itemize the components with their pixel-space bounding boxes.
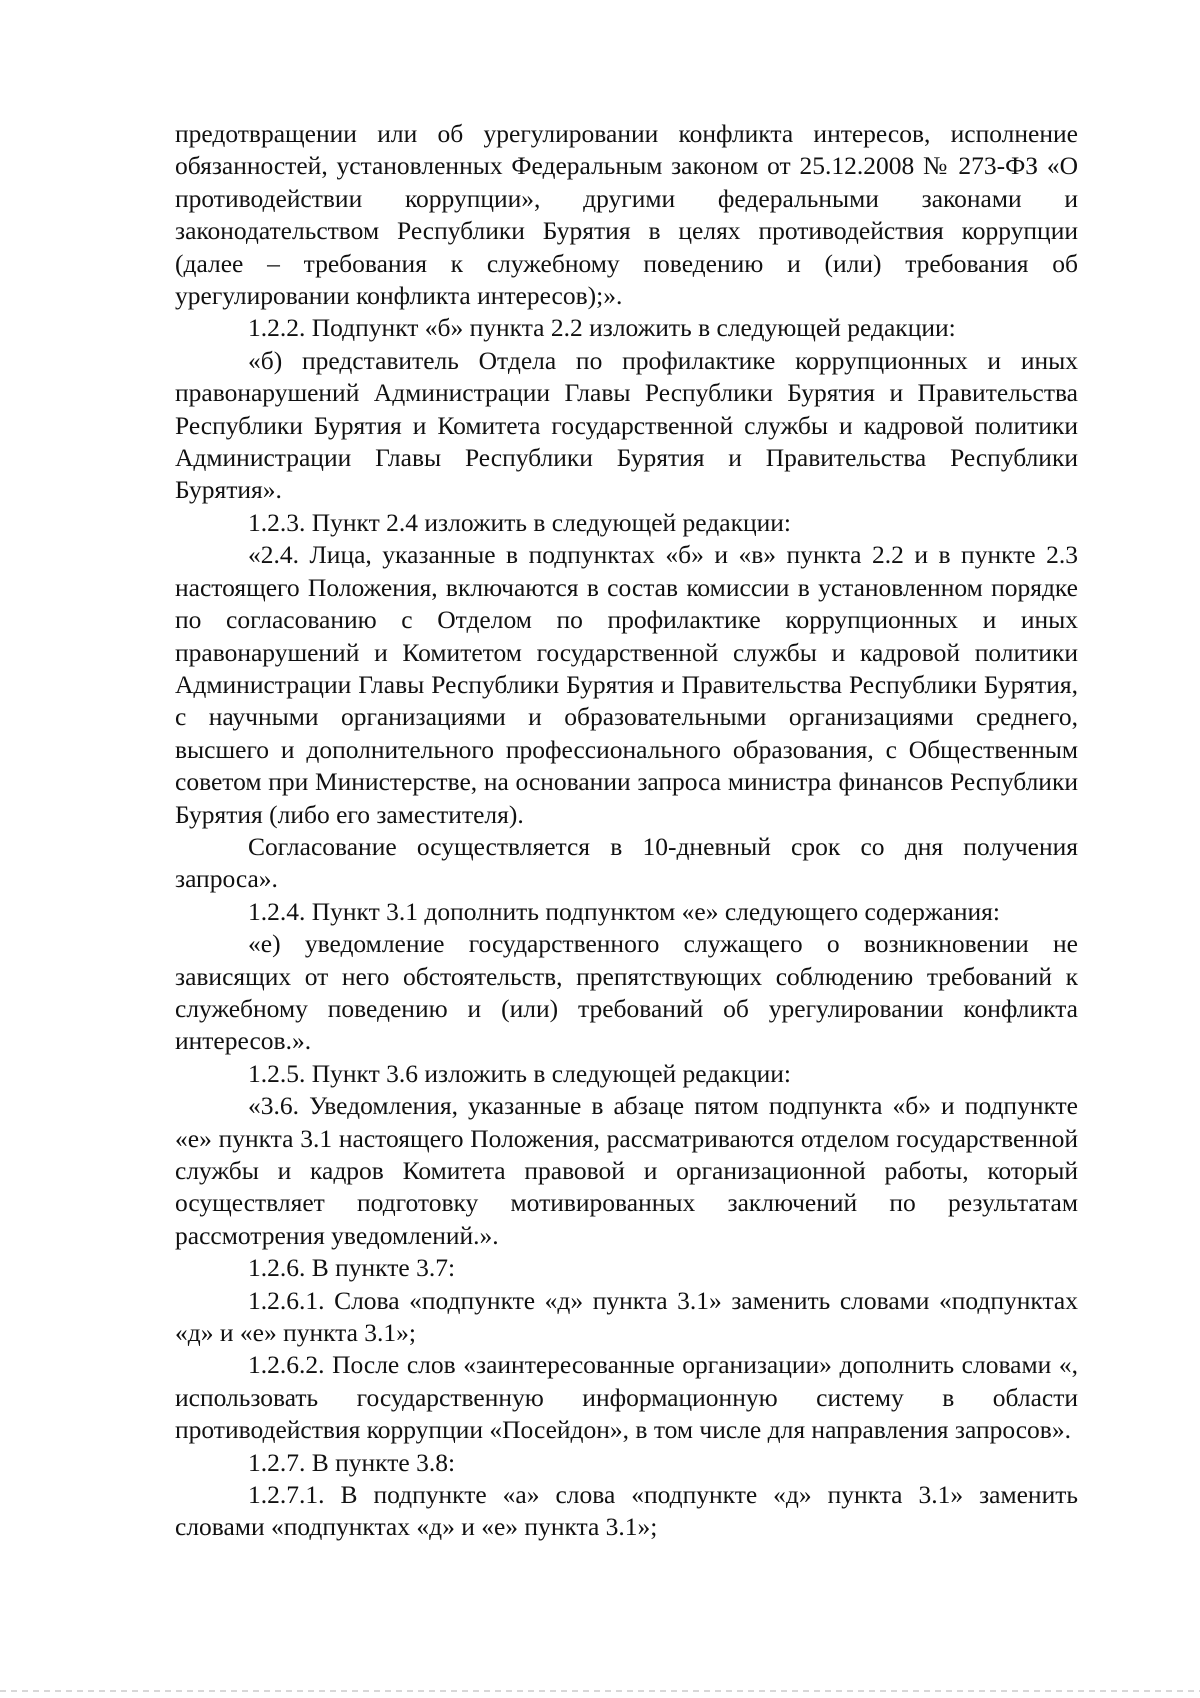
paragraph-10: «3.6. Уведомления, указанные в абзаце пятом подпункта «б» и подпункте «е» пункта 3.1 настоящего Положения, рассматриваются отделом государственной службы и кадров Комитета правовой и организационной работы, который осуществляет подготовку мотивированных заключений по результатам рассмотрения уведомлений.».: [175, 1091, 1078, 1250]
paragraph-7: 1.2.4. Пункт 3.1 дополнить подпунктом «е» следующего содержания:: [248, 896, 1000, 926]
paragraph-14: 1.2.7. В пункте 3.8:: [248, 1447, 456, 1477]
paragraph-8: «е) уведомление государственного служащего о возникновении не зависящих от него обстоятельств, препятствующих соблюдению требований к служебному поведению и (или) требований об урегулировании конфликта интересов.».: [175, 929, 1078, 1056]
paragraph-13: 1.2.6.2. После слов «заинтересованные организации» дополнить словами «, использовать государственную информационную систему в области противодействия коррупции «Посейдон», в том числе для направления запросов».: [175, 1350, 1078, 1445]
paragraph-4: 1.2.3. Пункт 2.4 изложить в следующей редакции:: [248, 507, 791, 537]
paragraph-6: Согласование осуществляется в 10-дневный срок со дня получения запроса».: [175, 831, 1078, 894]
paragraph-11: 1.2.6. В пункте 3.7:: [248, 1253, 456, 1283]
paragraph-2: 1.2.2. Подпункт «б» пункта 2.2 изложить в следующей редакции:: [248, 313, 956, 343]
paragraph-3: «б) представитель Отдела по профилактике коррупционных и иных правонарушений Администрации Главы Республики Бурятия и Правительства Республики Бурятия и Комитета государственной службы и кадровой политики Администрации Главы Республики Бурятия и Правительства Республики Бурятия».: [175, 345, 1078, 505]
paragraph-5: «2.4. Лица, указанные в подпунктах «б» и «в» пункта 2.2 и в пункте 2.3 настоящего Положения, включаются в состав комиссии в установленном порядке по согласованию с Отделом по профилактике коррупционных и иных правонарушений и Комитетом государственной службы и кадровой политики Администрации Главы Республики Бурятия и Правительства Республики Бурятия, с научными организациями и образовательными организациями среднего, высшего и дополнительного профессионального образования, с Общественным советом при Министерстве, на основании запроса министра финансов Республики Бурятия (либо его заместителя).: [175, 540, 1078, 829]
paragraph-12: 1.2.6.1. Слова «подпункте «д» пункта 3.1» заменить словами «подпунктах «д» и «е» пункта 3.1»;: [175, 1285, 1078, 1348]
document-body: [175, 118, 1078, 1544]
paragraph-9: 1.2.5. Пункт 3.6 изложить в следующей редакции:: [248, 1058, 791, 1088]
paragraph-1: предотвращении или об урегулировании конфликта интересов, исполнение обязанностей, установленных Федеральным законом от 25.12.2008 № 273-ФЗ «О противодействии коррупции», другими федеральными законами и законодательством Республики Бурятия в целях противодействия коррупции (далее – требования к служебному поведению и (или) требования об урегулировании конфликта интересов);».: [175, 119, 1078, 311]
paragraph-15: 1.2.7.1. В подпункте «а» слова «подпункте «д» пункта 3.1» заменить словами «подпунктах «д» и «е» пункта 3.1»;: [175, 1480, 1078, 1542]
scan-edge-line: [0, 1690, 1200, 1692]
